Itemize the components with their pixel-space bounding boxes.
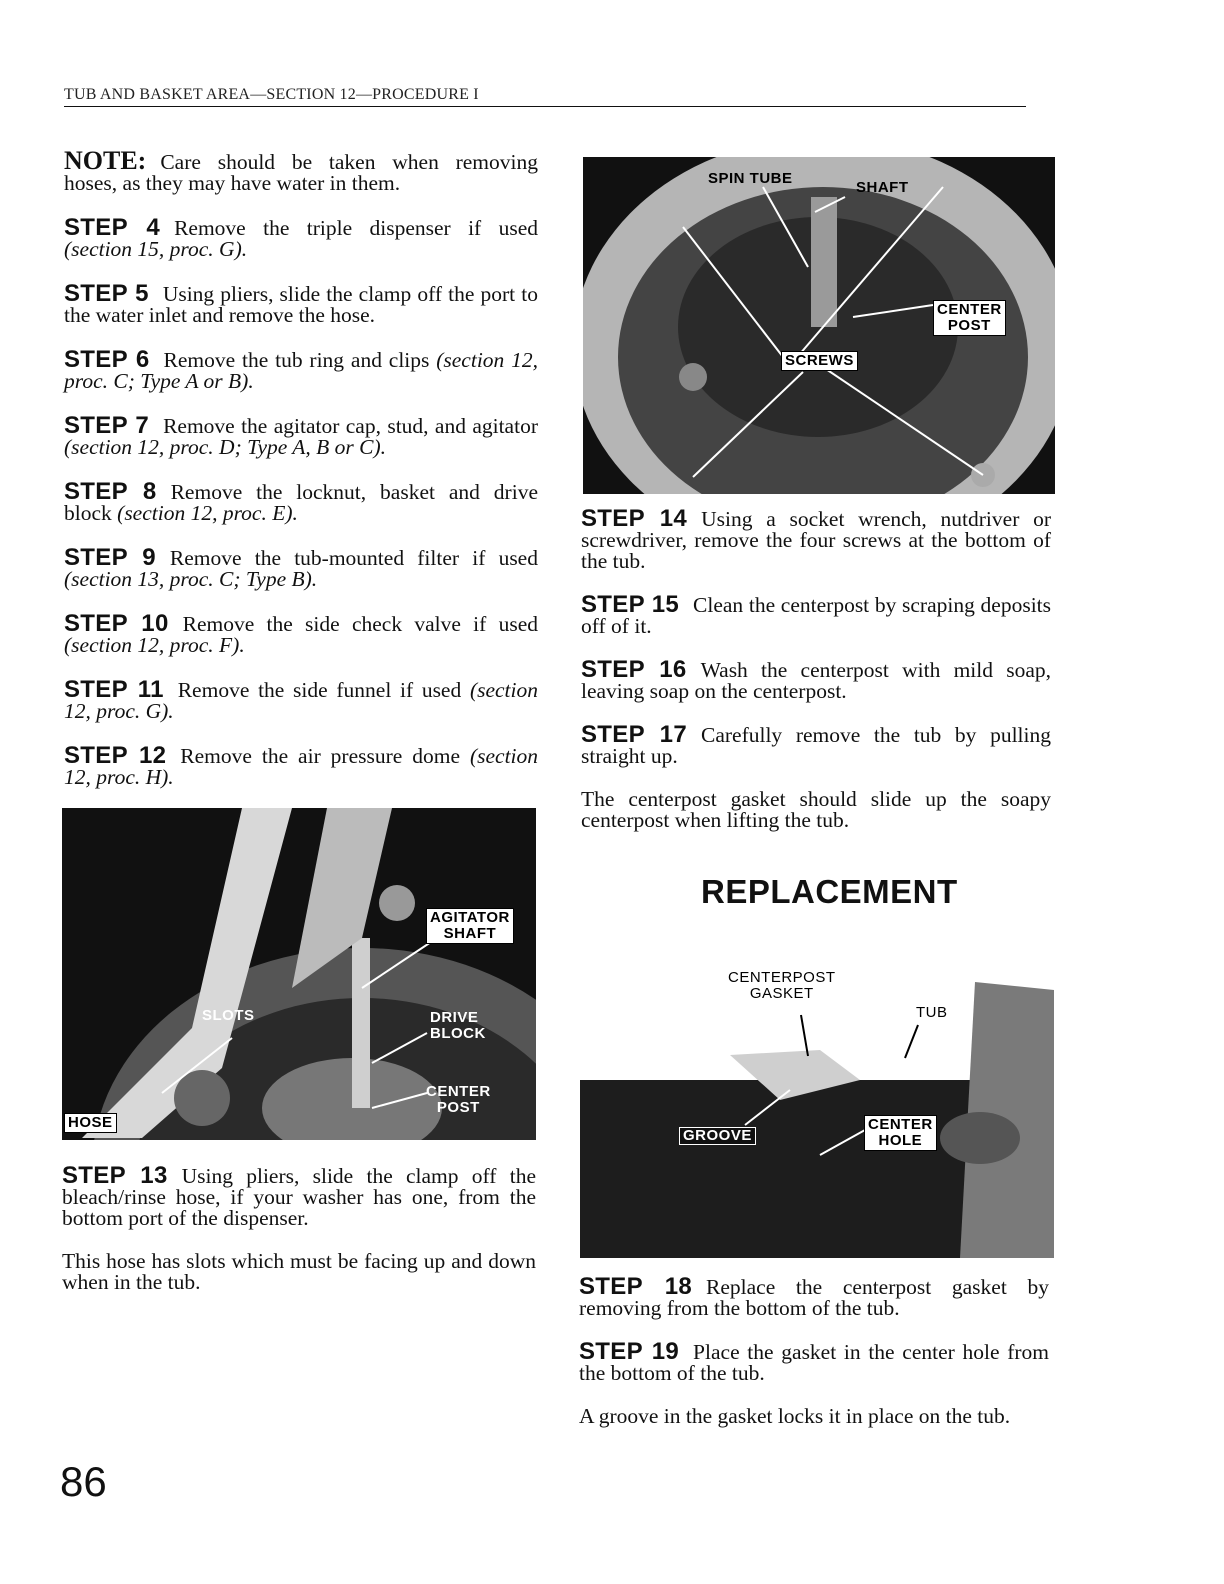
- step-label: STEP 4: [64, 214, 161, 241]
- label-line: BLOCK: [430, 1025, 486, 1042]
- label-line: SHAFT: [443, 925, 497, 942]
- step-15: [581, 591, 1052, 638]
- step-text: Remove the agitator cap, stud, and agitator: [163, 414, 538, 438]
- step-label: STEP 18: [579, 1273, 693, 1300]
- photo-replacement: [580, 960, 1054, 1258]
- label-line: CENTER: [426, 1083, 491, 1100]
- step-ref: (section 12, proc. E).: [117, 501, 298, 525]
- screw: [679, 363, 707, 391]
- step-ref: (section 12, proc. F).: [64, 633, 245, 657]
- step-text: Remove the side check valve if used: [182, 612, 538, 636]
- label-tub: TUB: [916, 1004, 948, 1021]
- step-label: STEP 8: [64, 478, 157, 505]
- step-19: [579, 1338, 1050, 1385]
- label-spin-tube: SPIN TUBE: [708, 170, 793, 187]
- label-screws: SCREWS: [781, 351, 858, 371]
- step-ref: (section 12, proc. H).: [64, 744, 539, 789]
- step-6: [64, 346, 539, 393]
- step-13-note: This hose has slots which must be facing up and down when in the tub.: [62, 1249, 536, 1294]
- step-18: [579, 1273, 1049, 1320]
- after-step-19: A groove in the gasket locks it in place on the tub.: [579, 1404, 1011, 1428]
- step-text: Remove the tub-mounted filter if used: [169, 546, 538, 570]
- page-number: 86: [60, 1458, 107, 1505]
- label-line: AGITATOR: [430, 909, 510, 926]
- left-column: [64, 146, 539, 789]
- label-line: CENTER: [937, 301, 1002, 318]
- step-text: Remove the triple dispenser if used: [174, 216, 538, 240]
- label-line: POST: [436, 1099, 480, 1116]
- step-label: STEP 11: [64, 676, 164, 703]
- step-text: Place the gasket in the center hole from the bottom of the tub.: [579, 1340, 1050, 1385]
- step-text: Remove the locknut, basket and drive block: [64, 480, 538, 525]
- step-label: STEP 13: [62, 1162, 168, 1189]
- step-5: [64, 280, 538, 327]
- step-12: [64, 742, 539, 789]
- step-8: [64, 478, 538, 525]
- label-center-post: [426, 1084, 491, 1116]
- label-line: GASKET: [749, 985, 814, 1002]
- note-text: Care should be taken when removing hoses, as they may have water in them.: [64, 150, 538, 195]
- hose-end: [174, 1070, 230, 1126]
- label-slots: SLOTS: [202, 1007, 255, 1024]
- label-shaft: SHAFT: [856, 179, 909, 196]
- label-line: HOLE: [878, 1132, 923, 1149]
- step-ref: (section 13, proc. C; Type B).: [64, 567, 318, 591]
- spin-tube: [811, 197, 837, 327]
- photo-spin-tube: [583, 157, 1055, 494]
- after-step-17: The centerpost gasket should slide up the soapy centerpost when lifting the tub.: [581, 787, 1051, 832]
- label-groove: GROOVE: [679, 1127, 756, 1145]
- step-text: Using pliers, slide the clamp off the port to the water inlet and remove the hose.: [64, 282, 538, 327]
- label-hose: HOSE: [64, 1113, 117, 1133]
- fitting: [379, 885, 415, 921]
- step-text: Remove the side funnel if used: [177, 678, 462, 702]
- step-4: [64, 214, 538, 261]
- step-text: Using pliers, slide the clamp off the bleach/rinse hose, if your washer has one, from the bottom port of the dispenser.: [62, 1164, 536, 1230]
- label-center-post: [933, 300, 1006, 336]
- note-label: NOTE:: [64, 146, 147, 175]
- step-label: STEP 10: [64, 610, 169, 637]
- step-7: [64, 412, 538, 459]
- step-label: STEP 19: [579, 1338, 680, 1365]
- step-14: [581, 505, 1052, 573]
- label-drive-block: [430, 1010, 486, 1042]
- photo-illustration: [580, 960, 1054, 1258]
- step-label: STEP 16: [581, 656, 687, 683]
- step-text: Replace the centerpost gasket by removing from the bottom of the tub.: [579, 1275, 1049, 1320]
- step-label: STEP 7: [64, 412, 150, 439]
- step-label: STEP 12: [64, 742, 167, 769]
- left-column-lower: [62, 1162, 536, 1294]
- label-line: CENTERPOST: [728, 969, 836, 986]
- step-ref: (section 12, proc. D; Type A, B or C).: [64, 435, 387, 459]
- label-line: DRIVE: [430, 1009, 479, 1026]
- step-text: Remove the air pressure dome: [180, 744, 461, 768]
- agitator-shaft: [352, 938, 370, 1108]
- center-hole: [940, 1112, 1020, 1164]
- right-column-lower: [579, 1273, 1050, 1428]
- step-label: STEP 9: [64, 544, 156, 571]
- step-11: [64, 676, 538, 723]
- running-head: TUB AND BASKET AREA—SECTION 12—PROCEDURE I: [64, 86, 1026, 107]
- label-line: CENTER: [868, 1116, 933, 1133]
- step-16: [581, 656, 1052, 703]
- step-label: STEP 6: [64, 346, 150, 373]
- label-line: POST: [947, 317, 991, 334]
- step-text: Wash the centerpost with mild soap, leaving soap on the centerpost.: [581, 658, 1052, 703]
- step-text: Clean the centerpost by scraping deposits off of it.: [581, 593, 1052, 638]
- label-center-hole: [864, 1115, 937, 1151]
- step-label: STEP 14: [581, 505, 688, 532]
- step-label: STEP 15: [581, 591, 680, 618]
- step-ref: (section 12, proc. C; Type A or B).: [64, 348, 539, 393]
- step-10: [64, 610, 538, 657]
- step-9: [64, 544, 538, 591]
- step-text: Remove the tub ring and clips: [163, 348, 430, 372]
- step-13: [62, 1162, 536, 1230]
- label-centerpost-gasket: [728, 970, 836, 1002]
- step-text: Using a socket wrench, nutdriver or screwdriver, remove the four screws at the bottom of the tub.: [581, 507, 1052, 573]
- note: [64, 146, 538, 195]
- label-agitator-shaft: [426, 908, 514, 944]
- photo-agitator-shaft: [62, 808, 536, 1140]
- right-column: [581, 505, 1052, 832]
- step-label: STEP 17: [581, 721, 687, 748]
- step-ref: (section 12, proc. G).: [64, 678, 538, 723]
- step-ref: (section 15, proc. G).: [64, 237, 248, 261]
- step-text: Carefully remove the tub by pulling straight up.: [581, 723, 1051, 768]
- replacement-heading: REPLACEMENT: [701, 873, 958, 910]
- step-17: [581, 721, 1051, 768]
- step-label: STEP 5: [64, 280, 149, 307]
